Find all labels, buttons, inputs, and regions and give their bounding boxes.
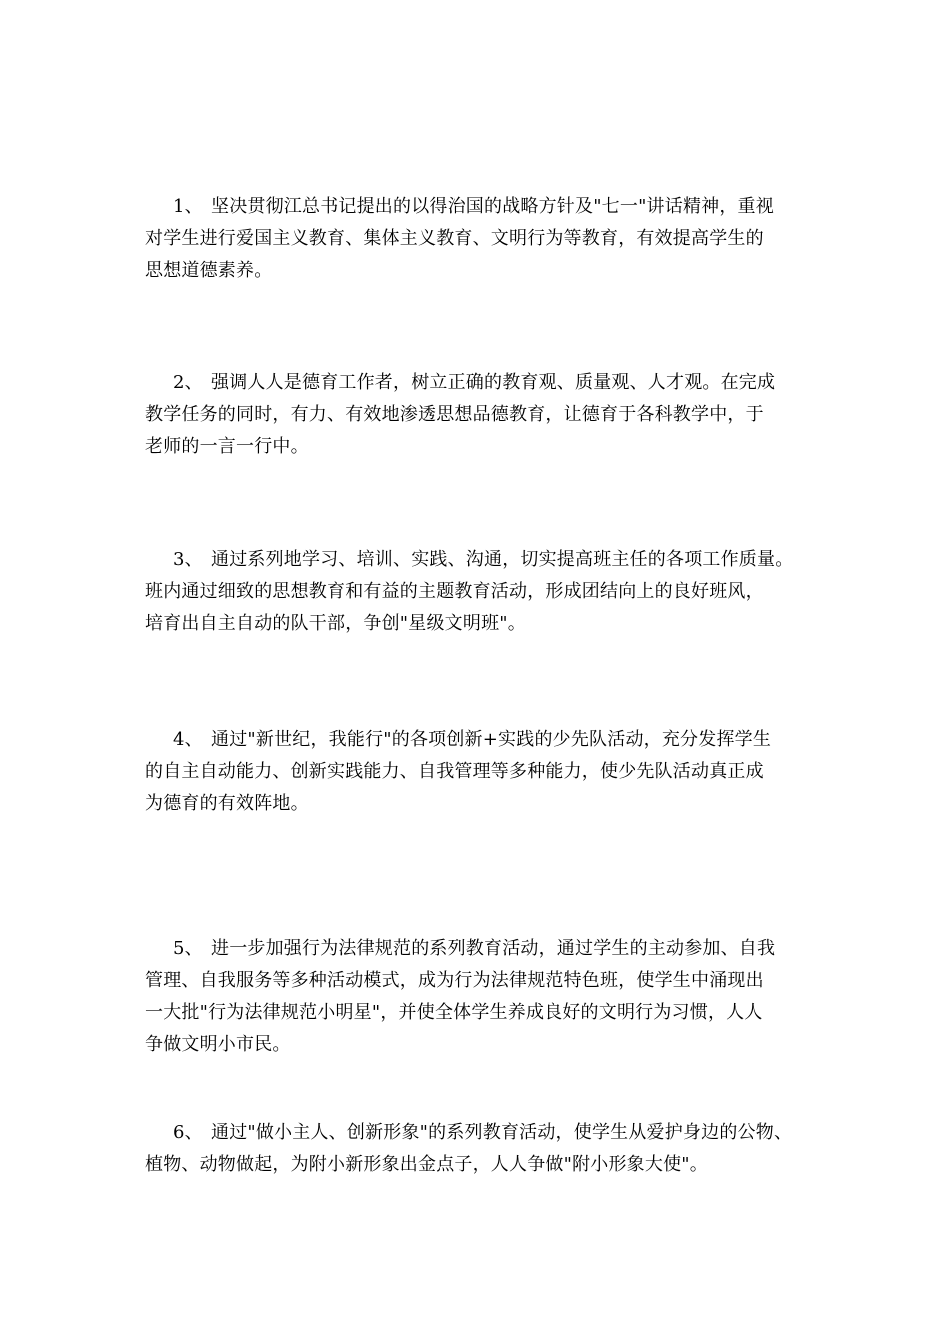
item-line: 对学生进行爱国主义教育、集体主义教育、文明行为等教育，有效提高学生的	[145, 228, 764, 249]
item-line: 的自主自动能力、创新实践能力、自我管理等多种能力，使少先队活动真正成	[145, 761, 764, 782]
item-number: 4、	[173, 729, 203, 750]
item-line	[145, 933, 835, 965]
item-text: 进一步加强行为法律规范的系列教育活动，通过学生的主动参加、自我	[211, 938, 776, 959]
list-item-6	[145, 1117, 835, 1181]
list-item-2	[145, 367, 835, 463]
item-line: 为德育的有效阵地。	[145, 793, 309, 814]
item-line	[145, 191, 835, 223]
item-text: 通过"做小主人、创新形象"的系列教育活动，使学生从爱护身边的公物、	[211, 1122, 793, 1143]
list-item-3	[145, 544, 835, 640]
list-item-1	[145, 191, 835, 287]
item-text: 坚决贯彻江总书记提出的以得治国的战略方针及"七一"讲话精神，重视	[211, 196, 774, 217]
item-line: 管理、自我服务等多种活动模式，成为行为法律规范特色班，使学生中涌现出	[145, 970, 764, 991]
item-line	[145, 724, 835, 756]
item-line: 植物、动物做起，为附小新形象出金点子，人人争做"附小形象大使"。	[145, 1154, 708, 1175]
item-line: 老师的一言一行中。	[145, 436, 309, 457]
item-number: 2、	[173, 372, 203, 393]
list-item-4	[145, 724, 835, 820]
item-number: 6、	[173, 1122, 203, 1143]
item-number: 3、	[173, 549, 203, 570]
item-line: 培育出自主自动的队干部，争创"星级文明班"。	[145, 613, 526, 634]
list-item-5	[145, 933, 835, 1061]
item-line	[145, 544, 835, 576]
item-number: 5、	[173, 938, 203, 959]
item-text: 强调人人是德育工作者，树立正确的教育观、质量观、人才观。在完成	[211, 372, 776, 393]
item-number: 1、	[173, 196, 203, 217]
item-line: 思想道德素养。	[145, 260, 273, 281]
item-text: 通过"新世纪，我能行"的各项创新+实践的少先队活动，充分发挥学生	[211, 729, 772, 750]
item-text: 通过系列地学习、培训、实践、沟通，切实提高班主任的各项工作质量。	[211, 549, 794, 570]
item-line: 一大批"行为法律规范小明星"，并使全体学生养成良好的文明行为习惯，人人	[145, 1002, 763, 1023]
item-line: 班内通过细致的思想教育和有益的主题教育活动，形成团结向上的良好班风，	[145, 581, 764, 602]
item-line: 教学任务的同时，有力、有效地渗透思想品德教育，让德育于各科教学中，于	[145, 404, 764, 425]
item-line: 争做文明小市民。	[145, 1034, 291, 1055]
item-line	[145, 1117, 835, 1149]
item-line	[145, 367, 835, 399]
